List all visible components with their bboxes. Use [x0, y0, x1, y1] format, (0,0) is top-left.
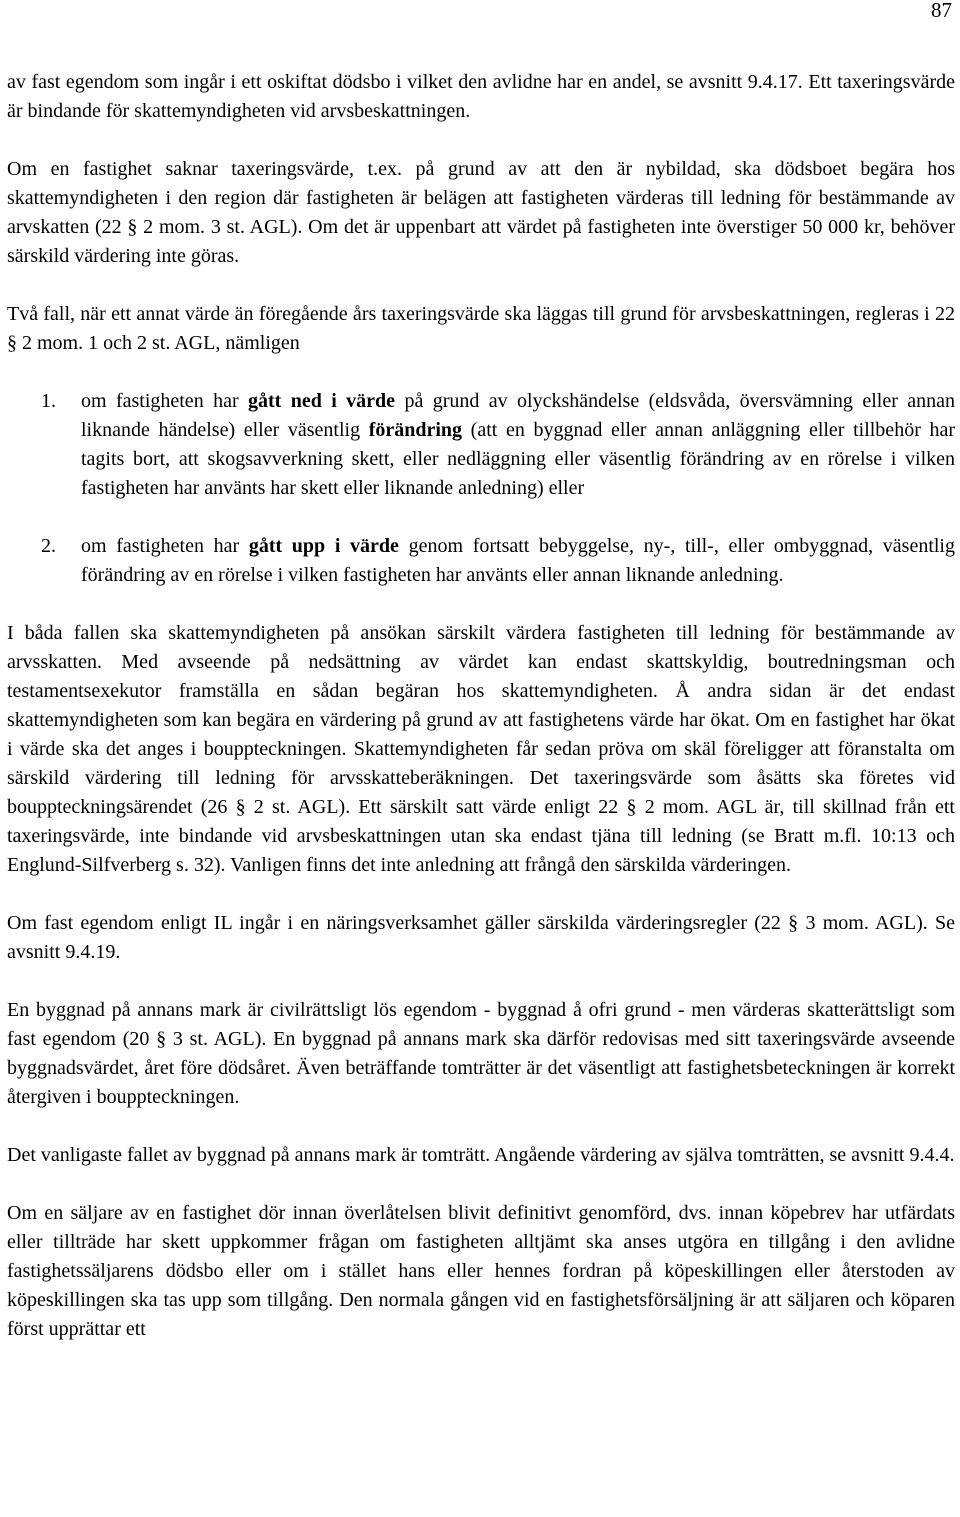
paragraph-1: av fast egendom som ingår i ett oskiftat dödsbo i vilket den avlidne har en andel, se avsnitt 9.4.17. Ett taxeringsvärde är bindande för skattemyndigheten vid arvsbeskattningen.: [7, 71, 955, 122]
page-number: 87: [931, 0, 952, 22]
list-item-2: [7, 532, 955, 590]
paragraph-6: En byggnad på annans mark är civilrättsligt lös egendom - byggnad å ofri grund - men värderas skatterättsligt som fast egendom (20 § 3 st. AGL). En byggnad på annans mark ska därför redovisas med sitt taxeringsvärde avseende byggnadsvärdet, året före dödsåret. Även beträffande tomträtter är det väsentligt att fastighetsbeteckningen är korrekt återgiven i bouppteckningen.: [7, 999, 955, 1108]
list-number-2: 2.: [41, 535, 56, 557]
list-item-1-text-b: på grund av olyckshändelse (eldsvåda, översvämning eller annan liknande händelse) eller väsentlig: [81, 390, 955, 441]
list-item-1: [7, 387, 955, 503]
list-item-1-text-c: (att en byggnad eller annan anläggning eller tillbehör har tagits bort, att skogsavverkning skett, eller nedläggning eller väsentlig förändring av en rörelse i vilken fastigheten har använts har skett eller liknande anledning) eller: [81, 419, 956, 499]
document-body: [7, 68, 955, 1373]
list-item-1-bold-a: gått ned i värde: [248, 390, 396, 412]
list-number-1: 1.: [41, 390, 56, 412]
list-item-2-text-b: genom fortsatt bebyggelse, ny-, till-, eller ombyggnad, väsentlig förändring av en rörelse i vilken fastigheten har använts eller annan liknande anledning.: [81, 535, 955, 586]
list-item-2-text-a: om fastigheten har: [81, 535, 249, 557]
paragraph-3: Två fall, när ett annat värde än föregående års taxeringsvärde ska läggas till grund för arvsbeskattningen, regleras i 22 § 2 mom. 1 och 2 st. AGL, nämligen: [7, 303, 955, 354]
list-item-1-text-a: om fastigheten har: [81, 390, 249, 412]
paragraph-8: Om en säljare av en fastighet dör innan överlåtelsen blivit definitivt genomförd, dvs. innan köpebrev har utfärdats eller tillträde har skett uppkommer frågan om fastigheten alltjämt ska anses utgöra en tillgång i den avlidne fastighetssäljarens dödsbo eller om i stället hans eller hennes fordran på köpeskillingen eller återstoden av köpeskillingen ska tas upp som tillgång. Den normala gången vid en fastighetsförsäljning är att säljaren och köparen först upprättar ett: [7, 1202, 955, 1340]
paragraph-7: Det vanligaste fallet av byggnad på annans mark är tomträtt. Angående värdering av själva tomträtten, se avsnitt 9.4.4.: [7, 1144, 955, 1166]
paragraph-2: Om en fastighet saknar taxeringsvärde, t.ex. på grund av att den är nybildad, ska dödsboet begära hos skattemyndigheten i den region där fastigheten är belägen att fastigheten värderas till ledning för bestämmande av arvskatten (22 § 2 mom. 3 st. AGL). Om det är uppenbart att värdet på fastigheten inte överstiger 50 000 kr, behöver särskild värdering inte göras.: [7, 158, 955, 267]
paragraph-4: I båda fallen ska skattemyndigheten på ansökan särskilt värdera fastigheten till ledning för bestämmande av arvsskatten. Med avseende på nedsättning av värdet kan endast skattskyldig, boutredningsman och testamentsexekutor framställa en sådan begäran hos skattemyndigheten. Å andra sidan är det endast skattemyndigheten som kan begära en värdering på grund av att fastighetens värde har ökat. Om en fastighet har ökat i värde ska det anges i bouppteckningen. Skattemyndigheten får sedan pröva om skäl föreligger att föranstalta om särskild värdering till ledning för arvsskatteberäkningen. Det taxeringsvärde som åsätts ska företes vid bouppteckningsärendet (26 § 2 st. AGL). Ett särskilt satt värde enligt 22 § 2 mom. AGL är, till skillnad från ett taxeringsvärde, inte bindande vid arvsbeskattningen utan ska endast tjäna till ledning (se Bratt m.fl. 10:13 och Englund-Silfverberg s. 32). Vanligen finns det inte anledning att frångå den särskilda värderingen.: [7, 622, 955, 876]
list-item-2-bold-a: gått upp i värde: [248, 535, 399, 557]
list-item-1-bold-b: förändring: [368, 419, 463, 441]
paragraph-5: Om fast egendom enligt IL ingår i en näringsverksamhet gäller särskilda värderingsregler (22 § 3 mom. AGL). Se avsnitt 9.4.19.: [7, 912, 955, 963]
